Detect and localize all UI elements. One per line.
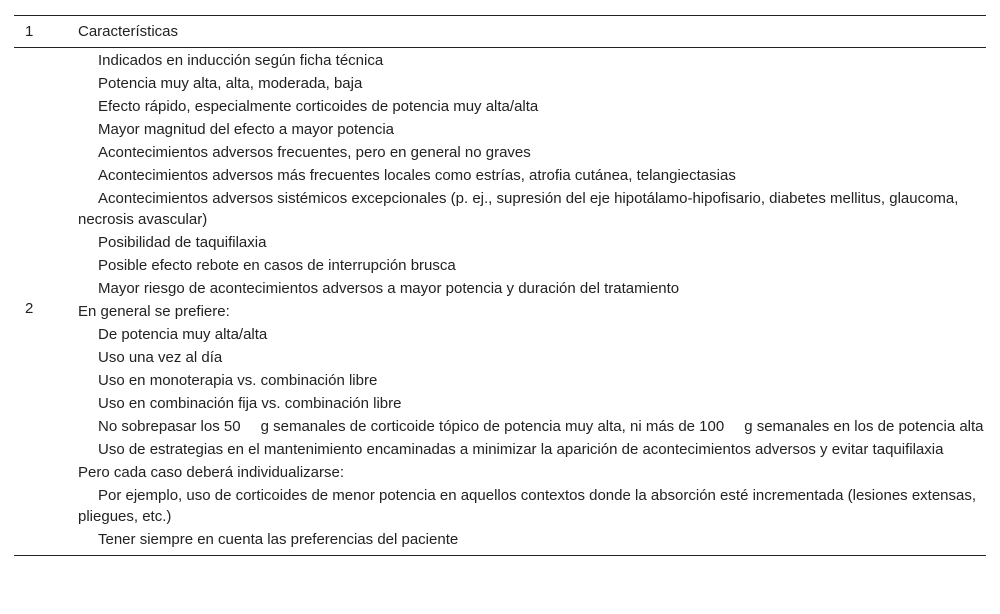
characteristics-table: [14, 15, 986, 556]
section-1-cell: [78, 49, 986, 300]
section-1-row: [14, 48, 986, 300]
list-item: Uso en monoterapia vs. combinación libre: [98, 372, 378, 389]
list-item: Acontecimientos adversos más frecuentes locales como estrías, atrofia cutánea, telangiectasias: [98, 167, 736, 184]
section-2-row: [14, 300, 986, 551]
list-item: Uso una vez al día: [98, 349, 223, 366]
dose-text-part-2: g semanales de corticoide tópico de potencia muy alta, ni más de 100: [260, 418, 725, 435]
list-item: Uso en combinación fija vs. combinación libre: [98, 395, 402, 412]
list-item: De potencia muy alta/alta: [98, 326, 268, 343]
bottom-rule: [14, 555, 986, 556]
dose-text-part-3: g semanales en los de potencia alta: [744, 418, 984, 435]
dose-text-part-1: No sobrepasar los 50: [98, 418, 241, 435]
list-item: Acontecimientos adversos frecuentes, pero en general no graves: [98, 144, 531, 161]
list-item: Potencia muy alta, alta, moderada, baja: [98, 75, 363, 92]
section-2-cell: [78, 300, 986, 551]
list-item: Acontecimientos adversos sistémicos excepcionales (p. ej., supresión del eje hipotálamo-hipofisario, diabetes mellitus, glaucoma, necrosis avascular): [78, 190, 959, 228]
list-item: Posible efecto rebote en casos de interrupción brusca: [98, 257, 456, 274]
dose-limit-item: [78, 415, 986, 438]
list-item: Efecto rápido, especialmente corticoides de potencia muy alta/alta: [98, 98, 539, 115]
section-2-intro: En general se prefiere:: [78, 303, 230, 320]
list-item: Mayor magnitud del efecto a mayor potencia: [98, 121, 394, 138]
list-item: Mayor riesgo de acontecimientos adversos a mayor potencia y duración del tratamiento: [98, 280, 680, 297]
section-2-number: 2: [25, 300, 34, 317]
table-header: [14, 16, 986, 47]
list-item: Por ejemplo, uso de corticoides de menor potencia en aquellos contextos donde la absorción esté incrementada (lesiones extensas, pliegues, etc.): [78, 487, 977, 525]
list-item: Uso de estrategias en el mantenimiento encaminadas a minimizar la aparición de acontecimientos adversos y evitar taquifilaxia: [98, 441, 944, 458]
list-item: Posibilidad de taquifilaxia: [98, 234, 267, 251]
individualize-intro: Pero cada caso deberá individualizarse:: [78, 464, 344, 481]
list-item: Indicados en inducción según ficha técnica: [98, 52, 384, 69]
list-item: Tener siempre en cuenta las preferencias del paciente: [98, 531, 459, 548]
header-title: Características: [78, 23, 179, 40]
header-number: 1: [25, 23, 34, 40]
